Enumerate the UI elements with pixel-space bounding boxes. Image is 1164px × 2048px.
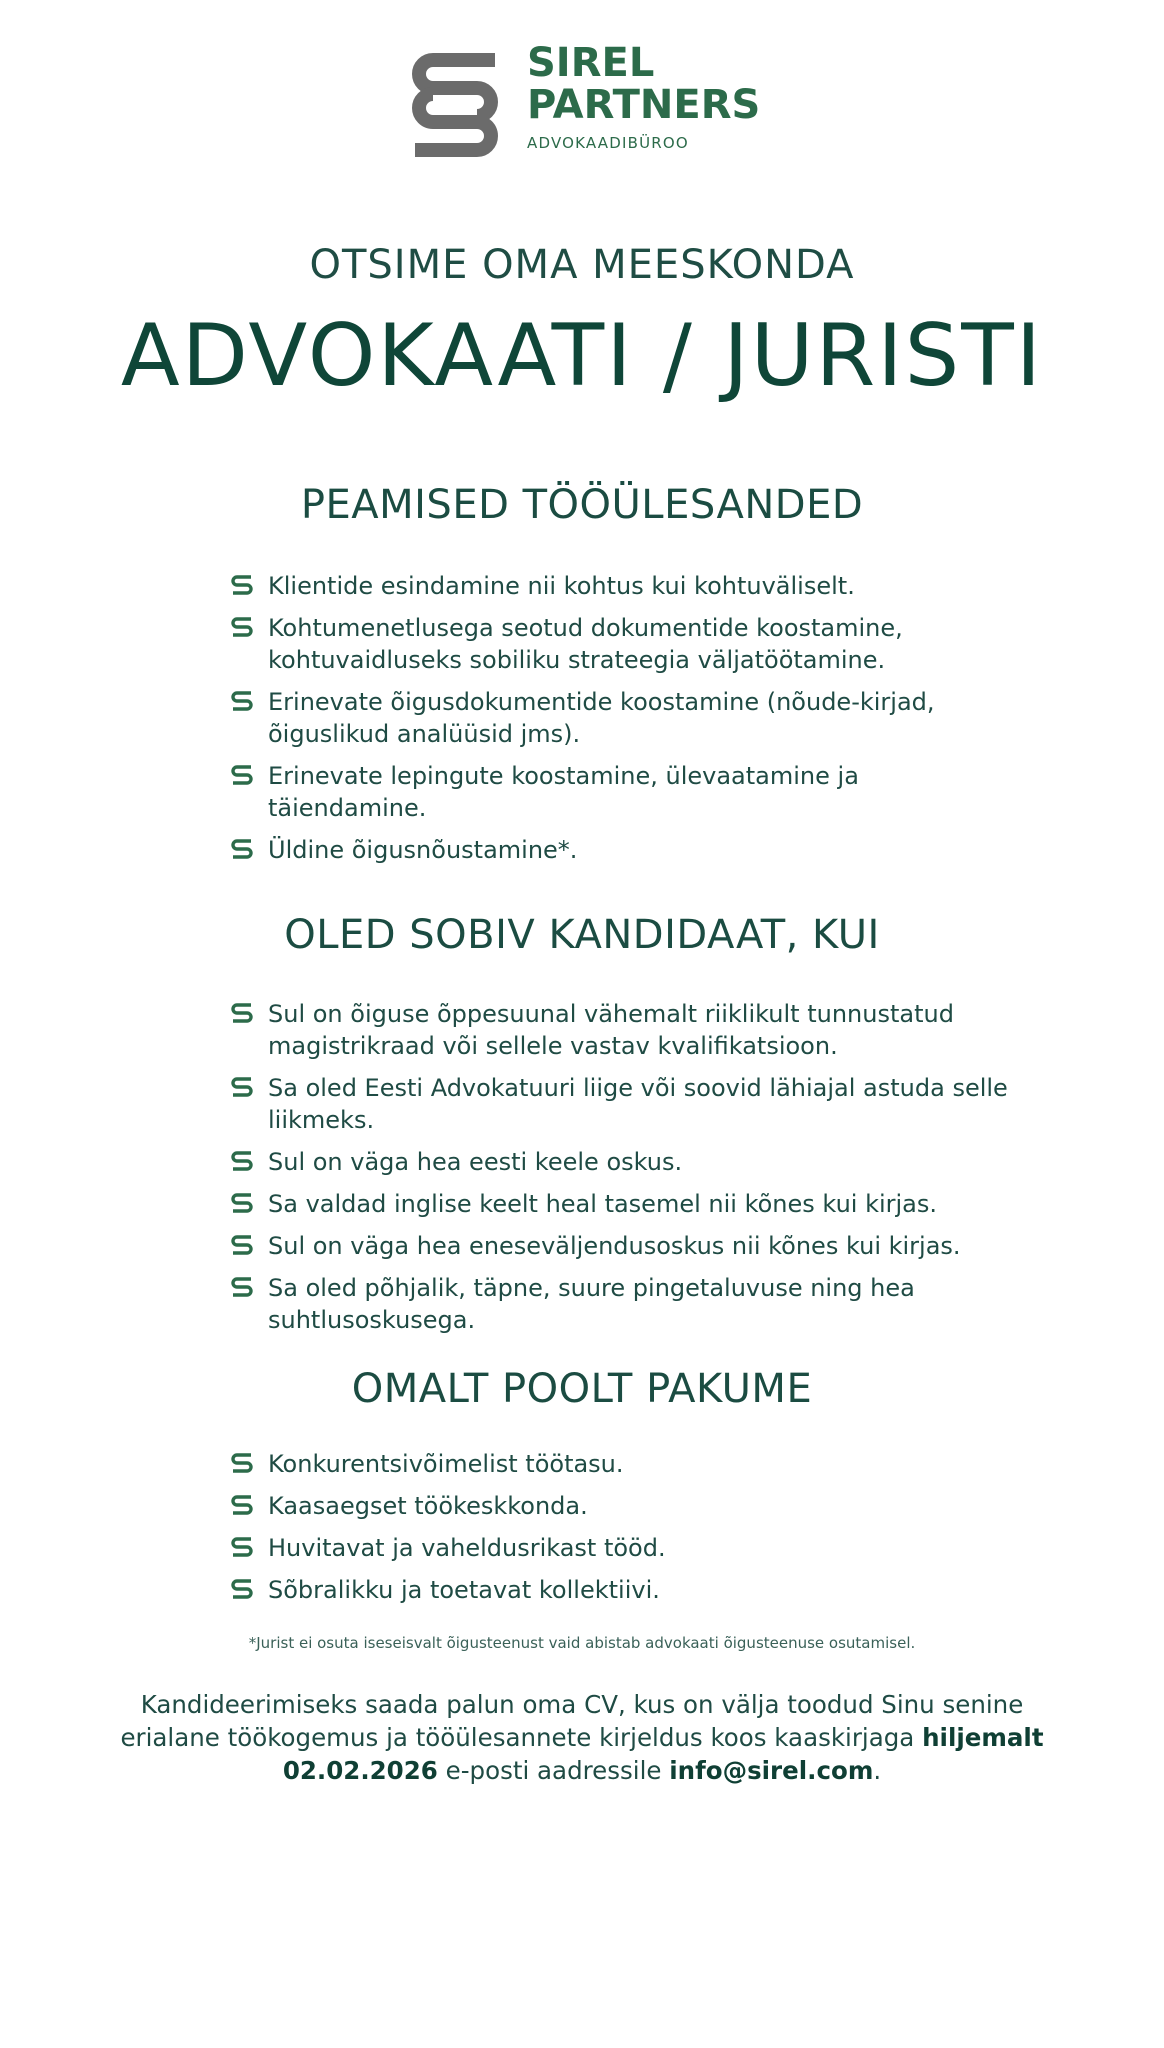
requirements-list xyxy=(230,998,1050,1336)
list-item xyxy=(230,1532,1050,1564)
list-item-text: Kohtumenetlusega seotud dokumentide koostamine, kohtuvaidluseks sobiliku strateegia väljatöötamine. xyxy=(268,614,903,674)
footnote: *Jurist ei osuta iseseisvalt õigusteenust vaid abistab advokaati õigusteenuse osutamisel. xyxy=(248,1634,916,1652)
section-sign-icon xyxy=(230,572,254,602)
section-sign-icon xyxy=(230,1190,254,1220)
list-item-text: Sul on õiguse õppesuunal vähemalt riiklikult tunnustatud magistrikraad või sellele vastav kvalifikatsioon. xyxy=(268,1000,954,1060)
list-item-text: Sa oled Eesti Advokatuuri liige või soovid lähiajal astuda selle liikmeks. xyxy=(268,1074,1008,1134)
list-item-text: Sa valdad inglise keelt heal tasemel nii kõnes kui kirjas. xyxy=(268,1190,938,1218)
section-sign-icon xyxy=(230,1450,254,1480)
section-sign-icon xyxy=(230,1074,254,1104)
list-item xyxy=(230,1574,1050,1606)
list-item-text: Klientide esindamine nii kohtus kui kohtuväliselt. xyxy=(268,572,855,600)
list-item-text: Sul on väga hea eneseväljendusoskus nii kõnes kui kirjas. xyxy=(268,1232,961,1260)
section-sign-icon xyxy=(230,1148,254,1178)
list-item-text: Huvitavat ja vaheldusrikast tööd. xyxy=(268,1534,666,1562)
section-sign-icon xyxy=(230,1000,254,1030)
section-sign-logo-icon xyxy=(407,46,503,164)
list-item xyxy=(230,834,1050,866)
section-sign-icon xyxy=(230,688,254,718)
list-item xyxy=(230,570,1050,602)
tasks-list xyxy=(230,570,1050,866)
list-item xyxy=(230,1448,1050,1480)
list-item xyxy=(230,1230,1050,1262)
list-item-text: Sa oled põhjalik, täpne, suure pingetaluvuse ning hea suhtlusoskusega. xyxy=(268,1274,915,1334)
section-sign-icon xyxy=(230,1576,254,1606)
section-title-requirements: OLED SOBIV KANDIDAAT, KUI xyxy=(284,912,880,958)
list-item-text: Sul on väga hea eesti keele oskus. xyxy=(268,1148,683,1176)
page-kicker: OTSIME OMA MEESKONDA xyxy=(309,242,855,288)
section-title-offer: OMALT POOLT PAKUME xyxy=(351,1366,813,1412)
email-link[interactable]: info@sirel.com xyxy=(669,1756,874,1785)
apply-text: Kandideerimiseks saada palun oma CV, kus on välja toodud Sinu senine erialane töökogemus ja tööülesannete kirjeldus koos kaaskirjaga xyxy=(120,1690,1024,1752)
list-item xyxy=(230,998,1058,1062)
logo-line-1: SIREL xyxy=(527,40,655,86)
list-item-text: Sõbralikku ja toetavat kollektiivi. xyxy=(268,1576,660,1604)
section-title-tasks: PEAMISED TÖÖÜLESANDED xyxy=(300,482,864,528)
list-item xyxy=(230,1272,988,1336)
logo xyxy=(407,42,777,172)
logo-text xyxy=(527,42,760,152)
logo-line-2: PARTNERS xyxy=(527,82,761,128)
list-item xyxy=(230,1490,1050,1522)
section-sign-icon xyxy=(230,1274,254,1304)
list-item xyxy=(230,1146,1050,1178)
list-item xyxy=(230,612,988,676)
section-sign-icon xyxy=(230,762,254,792)
list-item xyxy=(230,760,918,824)
list-item xyxy=(230,686,958,750)
list-item-text: Erinevate õigusdokumentide koostamine (nõude-kirjad, õiguslikud analüüsid jms). xyxy=(268,688,935,748)
list-item xyxy=(230,1188,1050,1220)
list-item-text: Konkurentsivõimelist töötasu. xyxy=(268,1450,624,1478)
page-title: ADVOKAATI / JURISTI xyxy=(120,306,1044,406)
section-sign-icon xyxy=(230,1232,254,1262)
section-sign-icon xyxy=(230,1492,254,1522)
apply-end: . xyxy=(873,1756,882,1785)
logo-subtitle: ADVOKAADIBÜROO xyxy=(527,134,689,152)
list-item-text: Üldine õigusnõustamine*. xyxy=(268,836,578,864)
section-sign-icon xyxy=(230,1534,254,1564)
application-instructions xyxy=(110,1688,1054,1787)
list-item-text: Erinevate lepingute koostamine, ülevaatamine ja täiendamine. xyxy=(268,762,859,822)
list-item-text: Kaasaegset töökeskkonda. xyxy=(268,1492,588,1520)
section-sign-icon xyxy=(230,614,254,644)
offer-list xyxy=(230,1448,1050,1606)
section-sign-icon xyxy=(230,836,254,866)
apply-email-prefix: e-posti aadressile xyxy=(445,1756,662,1785)
list-item xyxy=(230,1072,1038,1136)
apply-deadline: hiljemalt 02.02.2026 xyxy=(282,1723,1044,1785)
